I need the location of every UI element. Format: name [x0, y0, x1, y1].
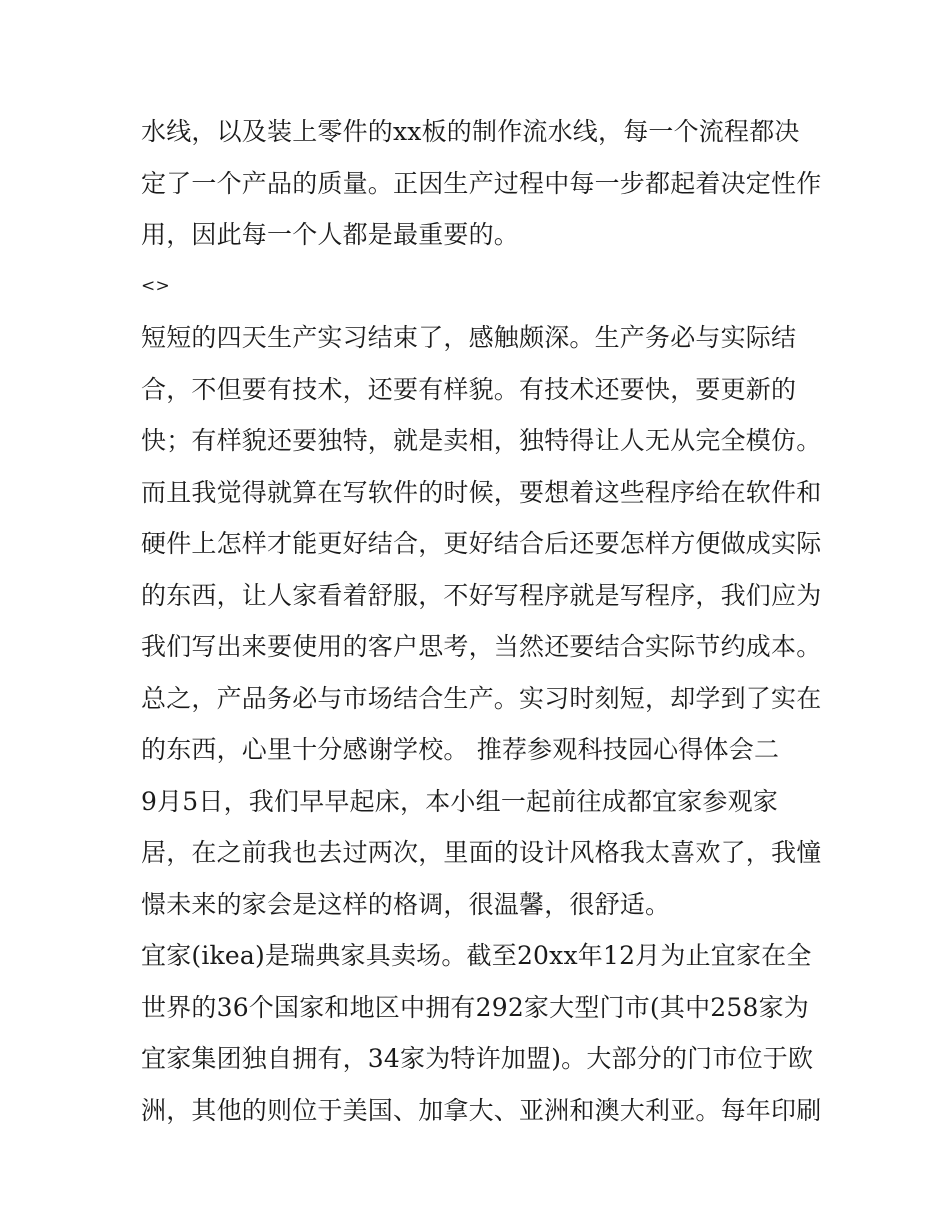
text-line: 短短的四天生产实习结束了，感触颇深。生产务必与实际结: [141, 323, 797, 352]
text-line: 用，因此每一个人都是最重要的。: [141, 220, 520, 249]
text-line: 硬件上怎样才能更好结合，更好结合后还要怎样方便做成实际: [141, 529, 822, 558]
text-line: 的东西，让人家看着舒服，不好写程序就是写程序，我们应为: [141, 580, 822, 610]
text-line: 的东西，心里十分感谢学校。 推荐参观科技园心得体会二: [141, 735, 780, 764]
text-line: 水线，以及装上零件的xx板的制作流水线，每一个流程都决: [141, 117, 800, 146]
body-text: [141, 106, 821, 1136]
text-line-marker: <>: [141, 275, 170, 296]
text-line: 快；有样貌还要独特，就是卖相，独特得让人无从完全模仿。: [141, 426, 822, 455]
text-line: 憬未来的家会是这样的格调，很温馨，很舒适。: [141, 889, 671, 919]
text-line: 居，在之前我也去过两次，里面的设计风格我太喜欢了，我憧: [141, 838, 822, 867]
text-line: 总之，产品务必与市场结合生产。实习时刻短，却学到了实在: [141, 683, 822, 713]
text-line: 宜家(ikea)是瑞典家具卖场。截至20xx年12月为止宜家在全: [141, 941, 812, 970]
text-line: 洲，其他的则位于美国、加拿大、亚洲和澳大利亚。每年印刷: [141, 1095, 822, 1125]
text-line: 9月5日，我们早早起床，本小组一起前往成都宜家参观家: [141, 786, 779, 816]
text-line: 定了一个产品的质量。正因生产过程中每一步都起着决定性作: [141, 168, 822, 198]
text-line: 而且我觉得就算在写软件的时候，要想着这些程序给在软件和: [141, 477, 822, 507]
text-line: 世界的36个国家和地区中拥有292家大型门市(其中258家为: [141, 992, 810, 1022]
text-line: 合，不但要有技术，还要有样貌。有技术还要快，要更新的: [141, 374, 797, 404]
text-line: 宜家集团独自拥有，34家为特许加盟)。大部分的门市位于欧: [141, 1044, 814, 1073]
text-line: 我们写出来要使用的客户思考，当然还要结合实际节约成本。: [141, 632, 822, 661]
